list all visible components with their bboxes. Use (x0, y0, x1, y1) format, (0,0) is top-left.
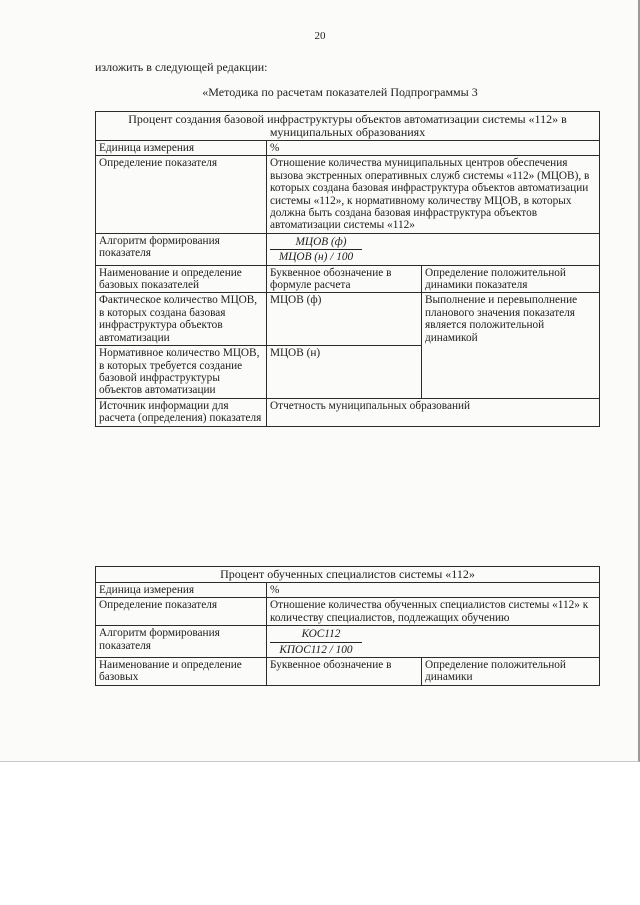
unit-label: Единица измерения (96, 583, 267, 598)
unit-value: % (267, 141, 600, 156)
base-indicator-name: Фактическое количество МЦОВ, в которых создана базовая инфраструктура объектов автоматизации (96, 293, 267, 346)
fraction-bar (270, 642, 362, 643)
base-indicator-name: Нормативное количество МЦОВ, в которых требуется создание базовой инфраструктуры объектов автоматизации (96, 346, 267, 399)
formula-numerator: КОС112 (301, 628, 341, 641)
table-row (96, 156, 600, 233)
source-value: Отчетность муниципальных образований (267, 398, 600, 426)
table-row (96, 626, 600, 658)
base-indicator-symbol: МЦОВ (ф) (267, 293, 422, 346)
definition-value: Отношение количества обученных специалистов системы «112» к количеству специалистов, подлежащих обучению (267, 598, 600, 626)
definition-label: Определение показателя (96, 598, 267, 626)
fraction-bar (270, 249, 362, 250)
formula-denominator: МЦОВ (н) / 100 (278, 251, 354, 264)
table-row (96, 112, 600, 141)
intro-text: изложить в следующей редакции: (95, 60, 268, 74)
column-header-dynamics: Определение положительной динамики (422, 658, 600, 686)
definition-value: Отношение количества муниципальных центров обеспечения вызова экстренных оперативных служб системы «112» (МЦОВ), в которых создана базовая инфраструктура объектов автоматизации системы «112», к нормативному количеству МЦОВ, в которых должна быть создана базовая инфраструктура объектов автоматизации системы «112» (267, 156, 600, 233)
formula (270, 627, 362, 656)
table-row (96, 398, 600, 426)
formula-denominator: КПОС112 / 100 (279, 643, 353, 656)
methodology-heading: «Методика по расчетам показателей Подпрограммы 3 (202, 85, 478, 99)
algorithm-label: Алгоритм формирования показателя (96, 626, 267, 658)
table-row (96, 598, 600, 626)
table-row (96, 233, 600, 265)
formula-numerator: МЦОВ (ф) (295, 235, 347, 248)
formula-cell (267, 233, 600, 265)
unit-value: % (267, 583, 600, 598)
column-header-symbol: Буквенное обозначение в (267, 658, 422, 686)
algorithm-label: Алгоритм формирования показателя (96, 233, 267, 265)
indicator-title: Процент создания базовой инфраструктуры объектов автоматизации системы «112» в муниципальных образованиях (96, 112, 600, 141)
page-number: 20 (314, 30, 326, 42)
formula-cell (267, 626, 600, 658)
table-row (96, 293, 600, 346)
table-row (96, 141, 600, 156)
base-indicator-symbol: МЦОВ (н) (267, 346, 422, 399)
unit-label: Единица измерения (96, 141, 267, 156)
formula (270, 235, 362, 264)
column-header-name: Наименование и определение базовых (96, 658, 267, 686)
definition-label: Определение показателя (96, 156, 267, 233)
table-row (96, 658, 600, 686)
indicator-table-1 (95, 111, 600, 427)
dynamics-definition: Выполнение и перевыполнение планового значения показателя является положительной динамикой (422, 293, 600, 398)
column-header-name: Наименование и определение базовых показателей (96, 265, 267, 293)
column-header-symbol: Буквенное обозначение в формуле расчета (267, 265, 422, 293)
indicator-title: Процент обученных специалистов системы «112» (96, 567, 600, 583)
indicator-table-2 (95, 566, 600, 686)
table-row (96, 583, 600, 598)
table-row (96, 265, 600, 293)
column-header-dynamics: Определение положительной динамики показателя (422, 265, 600, 293)
table-row (96, 567, 600, 583)
source-label: Источник информации для расчета (определения) показателя (96, 398, 267, 426)
